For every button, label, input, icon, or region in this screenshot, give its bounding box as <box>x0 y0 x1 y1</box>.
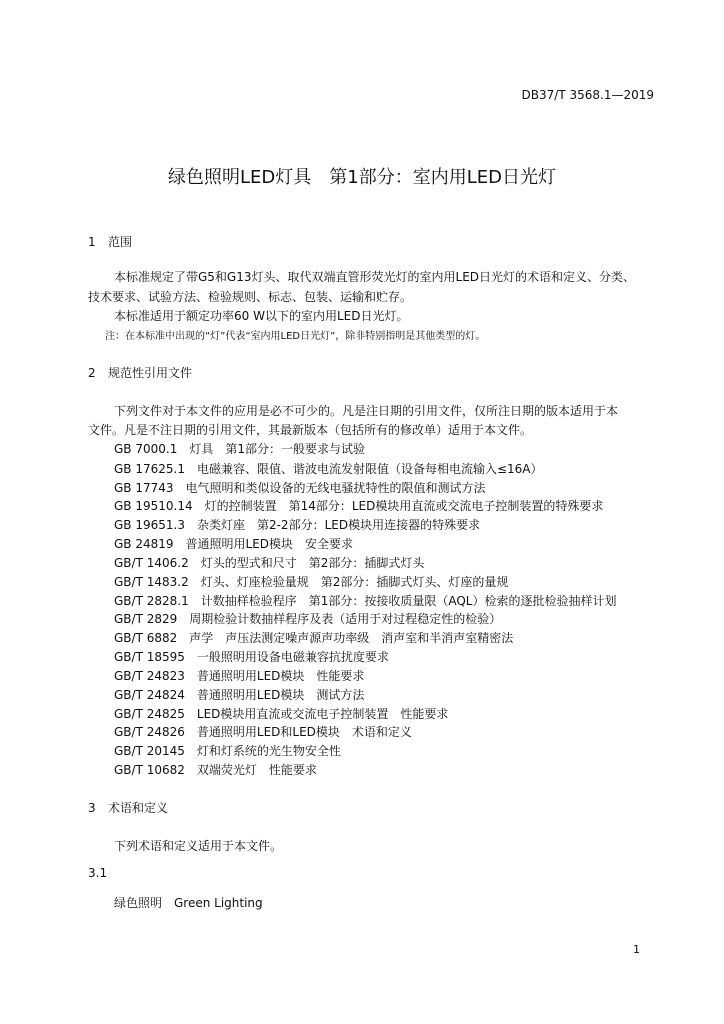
reference-item: GB/T 20145 灯和灯系统的光生物安全性 <box>114 744 341 758</box>
subclause-number: 3.1 <box>88 866 108 880</box>
section-title: 规范性引用文件 <box>108 366 193 380</box>
reference-item: GB 17743 电气照明和类似设备的无线电骚扰特性的限值和测试方法 <box>114 481 486 495</box>
references-intro-line-1: 下列文件对于本文件的应用是必不可少的。凡是注日期的引用文件，仅所注日期的版本适用于本 <box>114 404 619 418</box>
reference-item: GB/T 2828.1 计数抽样检验程序 第1部分：按接收质量限（AQL）检索的逐批检验抽样计划 <box>114 594 617 608</box>
section-3-heading <box>88 799 168 816</box>
section-title: 术语和定义 <box>108 801 169 815</box>
section-2-heading <box>88 364 192 381</box>
scope-note: 注：在本标准中出现的“灯”代表“室内用LED日光灯”，除非特别指明是其他类型的灯。 <box>105 331 486 342</box>
references-intro-line-2: 文件。凡是不注日期的引用文件，其最新版本（包括所有的修改单）适用于本文件。 <box>88 423 533 437</box>
page-number: 1 <box>633 943 640 956</box>
terms-intro: 下列术语和定义适用于本文件。 <box>114 839 283 853</box>
reference-item: GB/T 24825 LED模块用直流或交流电子控制装置 性能要求 <box>114 707 449 721</box>
document-code: DB37/T 3568.1—2019 <box>521 88 654 102</box>
reference-item: GB 7000.1 灯具 第1部分：一般要求与试验 <box>114 442 365 456</box>
reference-item: GB 19510.14 灯的控制装置 第14部分：LED模块用直流或交流电子控制装置的特殊要求 <box>114 499 604 513</box>
reference-item: GB/T 1483.2 灯头、灯座检验量规 第2部分：插脚式灯头、灯座的量规 <box>114 575 509 589</box>
term-entry: 绿色照明 Green Lighting <box>114 896 263 910</box>
scope-paragraph-2: 本标准适用于额定功率60 W以下的室内用LED日光灯。 <box>114 309 409 323</box>
reference-item: GB 24819 普通照明用LED模块 安全要求 <box>114 537 354 551</box>
section-title: 范围 <box>108 235 133 249</box>
reference-item: GB/T 24824 普通照明用LED模块 测试方法 <box>114 688 365 702</box>
section-number: 3 <box>88 801 96 815</box>
reference-item: GB/T 2829 周期检验计数抽样程序及表（适用于对过程稳定性的检验） <box>114 612 502 626</box>
reference-item: GB/T 24826 普通照明用LED和LED模块 术语和定义 <box>114 725 412 739</box>
section-number: 2 <box>88 366 96 380</box>
section-1-heading <box>88 233 132 250</box>
reference-item: GB/T 18595 一般照明用设备电磁兼容抗扰度要求 <box>114 650 389 664</box>
scope-paragraph-line-1: 本标准规定了带G5和G13灯头、取代双端直管形荧光灯的室内用LED日光灯的术语和定义、分类、 <box>114 270 636 284</box>
reference-item: GB/T 1406.2 灯头的型式和尺寸 第2部分：插脚式灯头 <box>114 556 425 570</box>
scope-paragraph-line-2: 技术要求、试验方法、检验规则、标志、包装、运输和贮存。 <box>88 290 413 304</box>
reference-item: GB/T 24823 普通照明用LED模块 性能要求 <box>114 669 365 683</box>
reference-item: GB 19651.3 杂类灯座 第2-2部分：LED模块用连接器的特殊要求 <box>114 518 481 532</box>
section-number: 1 <box>88 235 96 249</box>
reference-item: GB 17625.1 电磁兼容、限值、谐波电流发射限值（设备每相电流输入≤16A） <box>114 462 543 476</box>
reference-item: GB/T 6882 声学 声压法测定噪声源声功率级 消声室和半消声室精密法 <box>114 631 514 645</box>
reference-item: GB/T 10682 双端荧光灯 性能要求 <box>114 763 317 777</box>
document-title: 绿色照明LED灯具 第1部分：室内用LED日光灯 <box>168 167 556 188</box>
